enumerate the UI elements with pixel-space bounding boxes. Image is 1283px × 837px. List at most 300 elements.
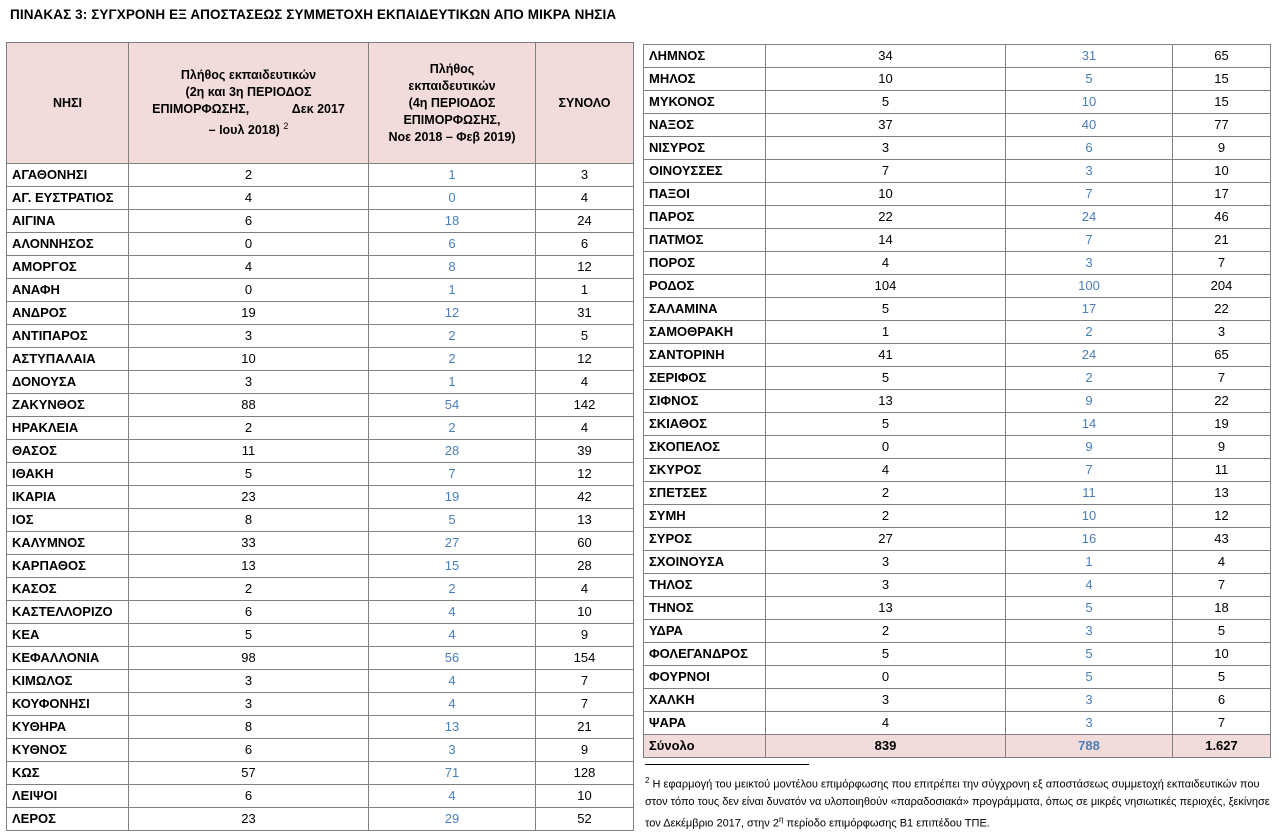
header-period-2-3 bbox=[129, 43, 369, 164]
total-value: 17 bbox=[1173, 183, 1271, 206]
table-row bbox=[644, 252, 1271, 275]
table-row bbox=[7, 624, 634, 647]
total-value: 28 bbox=[536, 555, 634, 578]
period-4-value: 19 bbox=[369, 486, 536, 509]
table-row bbox=[7, 762, 634, 785]
table-row bbox=[644, 459, 1271, 482]
period-2-3-value: 2 bbox=[766, 482, 1006, 505]
period-2-3-value: 2 bbox=[766, 620, 1006, 643]
footnote-text-1: Η εφαρμογή του μεικτού μοντέλου επιμόρφωσης που επιτρέπει την σύγχρονη εξ αποστάσεως συμμετοχή εκπαιδευτικών που στον τόπο τους δεν είναι δυνατόν να υλοποιηθούν «παραδοσιακά» προγράμματα, όπως σε μικρές νησιωτικές περιοχές, ξεκίνησε τον Δεκέμβριο 2017, στην 2 bbox=[645, 778, 1270, 830]
total-row bbox=[644, 735, 1271, 758]
period-4-value: 3 bbox=[1006, 160, 1173, 183]
period-4-value: 28 bbox=[369, 440, 536, 463]
table-row bbox=[644, 91, 1271, 114]
period-4-value: 24 bbox=[1006, 206, 1173, 229]
table-row bbox=[644, 367, 1271, 390]
total-value: 22 bbox=[1173, 390, 1271, 413]
period-4-value: 3 bbox=[1006, 620, 1173, 643]
period-2-3-value: 10 bbox=[766, 183, 1006, 206]
total-value: 4 bbox=[536, 187, 634, 210]
island-name: ΣΑΝΤΟΡΙΝΗ bbox=[644, 344, 766, 367]
table-row bbox=[644, 482, 1271, 505]
island-name: ΨΑΡΑ bbox=[644, 712, 766, 735]
period-4-value: 7 bbox=[1006, 229, 1173, 252]
table-row bbox=[644, 206, 1271, 229]
table-row bbox=[7, 256, 634, 279]
period-2-3-value: 11 bbox=[129, 440, 369, 463]
period-2-3-value: 41 bbox=[766, 344, 1006, 367]
period-2-3-value: 2 bbox=[129, 578, 369, 601]
table-row bbox=[7, 739, 634, 762]
footnote bbox=[645, 772, 1270, 832]
island-name: ΣΚΟΠΕΛΟΣ bbox=[644, 436, 766, 459]
period-2-3-value: 6 bbox=[129, 785, 369, 808]
table-row bbox=[644, 344, 1271, 367]
period-4-value: 31 bbox=[1006, 45, 1173, 68]
table-row bbox=[7, 693, 634, 716]
footnote-divider bbox=[645, 764, 809, 765]
island-name: ΑΛΟΝΝΗΣΟΣ bbox=[7, 233, 129, 256]
island-name: ΚΑΣΤΕΛΛΟΡΙΖΟ bbox=[7, 601, 129, 624]
total-value: 19 bbox=[1173, 413, 1271, 436]
period-2-3-value: 5 bbox=[129, 463, 369, 486]
header-period-4-line1: Πλήθος bbox=[429, 61, 475, 76]
total-value: 18 bbox=[1173, 597, 1271, 620]
table-row bbox=[7, 785, 634, 808]
period-4-value: 7 bbox=[1006, 183, 1173, 206]
total-value: 204 bbox=[1173, 275, 1271, 298]
island-name: ΘΑΣΟΣ bbox=[7, 440, 129, 463]
table-row bbox=[7, 578, 634, 601]
period-2-3-value: 13 bbox=[766, 390, 1006, 413]
period-2-3-value: 3 bbox=[766, 689, 1006, 712]
table-row bbox=[644, 666, 1271, 689]
total-value: 31 bbox=[536, 302, 634, 325]
island-name: ΚΑΡΠΑΘΟΣ bbox=[7, 555, 129, 578]
island-name: ΠΑΡΟΣ bbox=[644, 206, 766, 229]
period-2-3-value: 6 bbox=[129, 210, 369, 233]
island-name: ΑΓ. ΕΥΣΤΡΑΤΙΟΣ bbox=[7, 187, 129, 210]
period-4-value: 4 bbox=[369, 693, 536, 716]
table-row bbox=[644, 114, 1271, 137]
island-name: ΗΡΑΚΛΕΙΑ bbox=[7, 417, 129, 440]
period-4-value: 2 bbox=[369, 348, 536, 371]
period-2-3-value: 33 bbox=[129, 532, 369, 555]
island-name: ΙΘΑΚΗ bbox=[7, 463, 129, 486]
island-name: ΜΗΛΟΣ bbox=[644, 68, 766, 91]
total-value: 9 bbox=[1173, 137, 1271, 160]
island-name: ΣΑΜΟΘΡΑΚΗ bbox=[644, 321, 766, 344]
period-4-value: 2 bbox=[1006, 367, 1173, 390]
grand-total: 1.627 bbox=[1173, 735, 1271, 758]
total-value: 21 bbox=[1173, 229, 1271, 252]
period-2-3-value: 88 bbox=[129, 394, 369, 417]
total-value: 5 bbox=[536, 325, 634, 348]
total-value: 10 bbox=[536, 601, 634, 624]
island-name: ΑΝΤΙΠΑΡΟΣ bbox=[7, 325, 129, 348]
island-name: ΣΙΦΝΟΣ bbox=[644, 390, 766, 413]
header-island: ΝΗΣΙ bbox=[7, 43, 129, 164]
table-row bbox=[644, 620, 1271, 643]
total-value: 9 bbox=[1173, 436, 1271, 459]
total-period-4: 788 bbox=[1006, 735, 1173, 758]
table-row bbox=[7, 394, 634, 417]
table-row bbox=[7, 670, 634, 693]
period-4-value: 16 bbox=[1006, 528, 1173, 551]
table-row bbox=[7, 371, 634, 394]
period-2-3-value: 3 bbox=[129, 325, 369, 348]
period-4-value: 2 bbox=[369, 325, 536, 348]
island-name: ΡΟΔΟΣ bbox=[644, 275, 766, 298]
period-2-3-value: 4 bbox=[129, 256, 369, 279]
table-row bbox=[644, 574, 1271, 597]
total-label: Σύνολο bbox=[644, 735, 766, 758]
table-row bbox=[7, 164, 634, 187]
table-row bbox=[7, 279, 634, 302]
period-4-value: 5 bbox=[369, 509, 536, 532]
total-value: 10 bbox=[1173, 160, 1271, 183]
period-4-value: 54 bbox=[369, 394, 536, 417]
period-2-3-value: 13 bbox=[766, 597, 1006, 620]
table-row bbox=[7, 532, 634, 555]
period-2-3-value: 3 bbox=[766, 137, 1006, 160]
island-name: ΝΙΣΥΡΟΣ bbox=[644, 137, 766, 160]
period-4-value: 7 bbox=[1006, 459, 1173, 482]
period-2-3-value: 22 bbox=[766, 206, 1006, 229]
period-4-value: 7 bbox=[369, 463, 536, 486]
total-value: 22 bbox=[1173, 298, 1271, 321]
total-value: 6 bbox=[1173, 689, 1271, 712]
table-row bbox=[7, 647, 634, 670]
header-period-2-3-line4: – Ιουλ 2018) bbox=[208, 123, 280, 138]
island-name: ΥΔΡΑ bbox=[644, 620, 766, 643]
period-2-3-value: 4 bbox=[766, 459, 1006, 482]
island-name: ΣΕΡΙΦΟΣ bbox=[644, 367, 766, 390]
total-value: 10 bbox=[536, 785, 634, 808]
period-2-3-value: 4 bbox=[766, 252, 1006, 275]
period-4-value: 5 bbox=[1006, 643, 1173, 666]
total-value: 65 bbox=[1173, 45, 1271, 68]
table-row bbox=[644, 183, 1271, 206]
total-value: 13 bbox=[1173, 482, 1271, 505]
table-row bbox=[7, 187, 634, 210]
table-row bbox=[644, 68, 1271, 91]
period-4-value: 24 bbox=[1006, 344, 1173, 367]
table-row bbox=[644, 643, 1271, 666]
total-value: 11 bbox=[1173, 459, 1271, 482]
island-name: ΛΕΡΟΣ bbox=[7, 808, 129, 831]
total-value: 9 bbox=[536, 624, 634, 647]
island-name: ΟΙΝΟΥΣΣΕΣ bbox=[644, 160, 766, 183]
period-4-value: 1 bbox=[369, 164, 536, 187]
total-value: 15 bbox=[1173, 91, 1271, 114]
total-value: 12 bbox=[536, 256, 634, 279]
table-row bbox=[644, 505, 1271, 528]
left-table-body bbox=[7, 164, 634, 831]
period-2-3-value: 8 bbox=[129, 716, 369, 739]
island-name: ΦΟΛΕΓΑΝΔΡΟΣ bbox=[644, 643, 766, 666]
period-2-3-value: 37 bbox=[766, 114, 1006, 137]
table-row bbox=[644, 712, 1271, 735]
period-4-value: 10 bbox=[1006, 505, 1173, 528]
period-2-3-value: 10 bbox=[129, 348, 369, 371]
table-row bbox=[7, 302, 634, 325]
table-row bbox=[644, 321, 1271, 344]
period-4-value: 18 bbox=[369, 210, 536, 233]
island-name: ΑΜΟΡΓΟΣ bbox=[7, 256, 129, 279]
table-row bbox=[644, 275, 1271, 298]
period-2-3-value: 3 bbox=[766, 574, 1006, 597]
total-value: 15 bbox=[1173, 68, 1271, 91]
header-period-4-line3: (4η ΠΕΡΙΟΔΟΣ bbox=[408, 95, 496, 110]
table-row bbox=[7, 440, 634, 463]
table-row bbox=[7, 601, 634, 624]
total-value: 5 bbox=[1173, 620, 1271, 643]
period-4-value: 6 bbox=[1006, 137, 1173, 160]
total-value: 4 bbox=[536, 578, 634, 601]
period-2-3-value: 23 bbox=[129, 486, 369, 509]
period-4-value: 9 bbox=[1006, 390, 1173, 413]
total-period-2-3: 839 bbox=[766, 735, 1006, 758]
period-2-3-value: 98 bbox=[129, 647, 369, 670]
period-2-3-value: 0 bbox=[766, 666, 1006, 689]
total-value: 60 bbox=[536, 532, 634, 555]
total-value: 7 bbox=[1173, 367, 1271, 390]
period-2-3-value: 8 bbox=[129, 509, 369, 532]
island-name: ΑΝΔΡΟΣ bbox=[7, 302, 129, 325]
period-2-3-value: 0 bbox=[129, 279, 369, 302]
period-4-value: 4 bbox=[1006, 574, 1173, 597]
period-4-value: 1 bbox=[369, 371, 536, 394]
table-row bbox=[644, 229, 1271, 252]
island-name: ΣΥΜΗ bbox=[644, 505, 766, 528]
table-row bbox=[7, 509, 634, 532]
island-name: ΣΧΟΙΝΟΥΣΑ bbox=[644, 551, 766, 574]
period-2-3-value: 5 bbox=[766, 643, 1006, 666]
table-row bbox=[7, 555, 634, 578]
total-value: 46 bbox=[1173, 206, 1271, 229]
total-value: 39 bbox=[536, 440, 634, 463]
island-name: ΖΑΚΥΝΘΟΣ bbox=[7, 394, 129, 417]
period-4-value: 15 bbox=[369, 555, 536, 578]
period-4-value: 3 bbox=[1006, 689, 1173, 712]
island-name: ΚΟΥΦΟΝΗΣΙ bbox=[7, 693, 129, 716]
table-row bbox=[644, 436, 1271, 459]
period-4-value: 0 bbox=[369, 187, 536, 210]
island-name: ΣΥΡΟΣ bbox=[644, 528, 766, 551]
period-2-3-value: 23 bbox=[129, 808, 369, 831]
island-name: ΠΑΞΟΙ bbox=[644, 183, 766, 206]
period-2-3-value: 10 bbox=[766, 68, 1006, 91]
table-header-row bbox=[7, 43, 634, 164]
total-value: 7 bbox=[1173, 252, 1271, 275]
islands-table-left bbox=[6, 42, 634, 831]
island-name: ΧΑΛΚΗ bbox=[644, 689, 766, 712]
table-row bbox=[644, 413, 1271, 436]
period-4-value: 17 bbox=[1006, 298, 1173, 321]
header-period-4-line5: Νοε 2018 – Φεβ 2019) bbox=[388, 129, 516, 144]
table-row bbox=[7, 348, 634, 371]
table-row bbox=[7, 486, 634, 509]
period-4-value: 12 bbox=[369, 302, 536, 325]
right-table-body bbox=[644, 45, 1271, 758]
period-4-value: 100 bbox=[1006, 275, 1173, 298]
total-value: 4 bbox=[536, 417, 634, 440]
period-4-value: 1 bbox=[369, 279, 536, 302]
period-4-value: 29 bbox=[369, 808, 536, 831]
island-name: ΚΙΜΩΛΟΣ bbox=[7, 670, 129, 693]
total-value: 12 bbox=[536, 348, 634, 371]
period-2-3-value: 5 bbox=[766, 367, 1006, 390]
period-2-3-value: 2 bbox=[766, 505, 1006, 528]
period-2-3-value: 4 bbox=[766, 712, 1006, 735]
period-2-3-value: 5 bbox=[766, 91, 1006, 114]
table-row bbox=[7, 417, 634, 440]
footnote-ref: 2 bbox=[283, 120, 289, 131]
total-value: 12 bbox=[1173, 505, 1271, 528]
period-4-value: 4 bbox=[369, 624, 536, 647]
footnote-marker: 2 bbox=[645, 776, 650, 785]
island-name: ΚΕΦΑΛΛΟΝΙΑ bbox=[7, 647, 129, 670]
island-name: ΣΚΙΑΘΟΣ bbox=[644, 413, 766, 436]
page-title: ΠΙΝΑΚΑΣ 3: ΣΥΓΧΡΟΝΗ ΕΞ ΑΠΟΣΤΑΣΕΩΣ ΣΥΜΜΕΤΟΧΗ ΕΚΠΑΙΔΕΥΤΙΚΩΝ ΑΠΟ ΜΙΚΡΑ ΝΗΣΙΑ bbox=[10, 7, 617, 22]
period-4-value: 4 bbox=[369, 601, 536, 624]
total-value: 42 bbox=[536, 486, 634, 509]
period-2-3-value: 2 bbox=[129, 164, 369, 187]
period-4-value: 9 bbox=[1006, 436, 1173, 459]
header-period-2-3-line3a: ΕΠΙΜΟΡΦΩΣΗΣ, bbox=[152, 101, 250, 116]
total-value: 24 bbox=[536, 210, 634, 233]
table-row bbox=[7, 325, 634, 348]
period-4-value: 27 bbox=[369, 532, 536, 555]
total-value: 6 bbox=[536, 233, 634, 256]
period-2-3-value: 0 bbox=[129, 233, 369, 256]
total-value: 7 bbox=[1173, 574, 1271, 597]
header-period-4-line4: ΕΠΙΜΟΡΦΩΣΗΣ, bbox=[403, 112, 501, 127]
period-2-3-value: 4 bbox=[129, 187, 369, 210]
island-name: ΚΑΣΟΣ bbox=[7, 578, 129, 601]
header-period-2-3-line3b: Δεκ 2017 bbox=[291, 101, 345, 116]
period-2-3-value: 3 bbox=[129, 371, 369, 394]
total-value: 65 bbox=[1173, 344, 1271, 367]
period-4-value: 14 bbox=[1006, 413, 1173, 436]
period-4-value: 2 bbox=[369, 417, 536, 440]
table-row bbox=[644, 137, 1271, 160]
island-name: ΠΑΤΜΟΣ bbox=[644, 229, 766, 252]
period-4-value: 11 bbox=[1006, 482, 1173, 505]
period-2-3-value: 5 bbox=[129, 624, 369, 647]
island-name: ΤΗΛΟΣ bbox=[644, 574, 766, 597]
period-2-3-value: 5 bbox=[766, 298, 1006, 321]
footnote-text-2: περίοδο επιμόρφωσης Β1 επιπέδου ΤΠΕ. bbox=[783, 817, 990, 830]
island-name: ΣΠΕΤΣΕΣ bbox=[644, 482, 766, 505]
total-value: 10 bbox=[1173, 643, 1271, 666]
total-value: 4 bbox=[536, 371, 634, 394]
header-period-2-3-line1: Πλήθος εκπαιδευτικών bbox=[180, 67, 317, 82]
period-2-3-value: 57 bbox=[129, 762, 369, 785]
total-value: 154 bbox=[536, 647, 634, 670]
island-name: ΔΟΝΟΥΣΑ bbox=[7, 371, 129, 394]
period-2-3-value: 27 bbox=[766, 528, 1006, 551]
period-2-3-value: 0 bbox=[766, 436, 1006, 459]
period-4-value: 56 bbox=[369, 647, 536, 670]
island-name: ΛΕΙΨΟΙ bbox=[7, 785, 129, 808]
table-row bbox=[644, 45, 1271, 68]
header-period-4 bbox=[369, 43, 536, 164]
period-4-value: 5 bbox=[1006, 597, 1173, 620]
period-2-3-value: 14 bbox=[766, 229, 1006, 252]
total-value: 3 bbox=[536, 164, 634, 187]
table-row bbox=[644, 160, 1271, 183]
period-4-value: 2 bbox=[1006, 321, 1173, 344]
total-value: 21 bbox=[536, 716, 634, 739]
period-4-value: 71 bbox=[369, 762, 536, 785]
table-row bbox=[644, 597, 1271, 620]
table-row bbox=[644, 528, 1271, 551]
period-4-value: 6 bbox=[369, 233, 536, 256]
period-4-value: 4 bbox=[369, 670, 536, 693]
total-value: 142 bbox=[536, 394, 634, 417]
island-name: ΑΓΑΘΟΝΗΣΙ bbox=[7, 164, 129, 187]
total-value: 77 bbox=[1173, 114, 1271, 137]
total-value: 128 bbox=[536, 762, 634, 785]
table-row bbox=[644, 551, 1271, 574]
period-4-value: 40 bbox=[1006, 114, 1173, 137]
island-name: ΦΟΥΡΝΟΙ bbox=[644, 666, 766, 689]
period-4-value: 5 bbox=[1006, 666, 1173, 689]
island-name: ΑΣΤΥΠΑΛΑΙΑ bbox=[7, 348, 129, 371]
period-2-3-value: 1 bbox=[766, 321, 1006, 344]
total-value: 13 bbox=[536, 509, 634, 532]
total-value: 7 bbox=[1173, 712, 1271, 735]
island-name: ΣΑΛΑΜΙΝΑ bbox=[644, 298, 766, 321]
table-row bbox=[7, 716, 634, 739]
total-value: 3 bbox=[1173, 321, 1271, 344]
period-4-value: 8 bbox=[369, 256, 536, 279]
island-name: ΣΚΥΡΟΣ bbox=[644, 459, 766, 482]
period-2-3-value: 7 bbox=[766, 160, 1006, 183]
period-2-3-value: 19 bbox=[129, 302, 369, 325]
total-value: 7 bbox=[536, 693, 634, 716]
period-4-value: 5 bbox=[1006, 68, 1173, 91]
header-period-2-3-line2: (2η και 3η ΠΕΡΙΟΔΟΣ bbox=[185, 84, 312, 99]
total-value: 43 bbox=[1173, 528, 1271, 551]
period-4-value: 3 bbox=[1006, 252, 1173, 275]
period-2-3-value: 3 bbox=[129, 693, 369, 716]
period-2-3-value: 5 bbox=[766, 413, 1006, 436]
period-2-3-value: 6 bbox=[129, 601, 369, 624]
header-period-4-line2: εκπαιδευτικών bbox=[408, 78, 496, 93]
period-4-value: 2 bbox=[369, 578, 536, 601]
table-row bbox=[7, 808, 634, 831]
island-name: ΚΩΣ bbox=[7, 762, 129, 785]
total-value: 52 bbox=[536, 808, 634, 831]
island-name: ΛΗΜΝΟΣ bbox=[644, 45, 766, 68]
period-4-value: 3 bbox=[1006, 712, 1173, 735]
period-2-3-value: 13 bbox=[129, 555, 369, 578]
table-row bbox=[7, 210, 634, 233]
island-name: ΜΥΚΟΝΟΣ bbox=[644, 91, 766, 114]
total-value: 4 bbox=[1173, 551, 1271, 574]
period-2-3-value: 6 bbox=[129, 739, 369, 762]
period-2-3-value: 3 bbox=[766, 551, 1006, 574]
table-row bbox=[644, 390, 1271, 413]
table-row bbox=[644, 689, 1271, 712]
island-name: ΙΟΣ bbox=[7, 509, 129, 532]
island-name: ΚΥΘΗΡΑ bbox=[7, 716, 129, 739]
header-total: ΣΥΝΟΛΟ bbox=[536, 43, 634, 164]
island-name: ΚΥΘΝΟΣ bbox=[7, 739, 129, 762]
